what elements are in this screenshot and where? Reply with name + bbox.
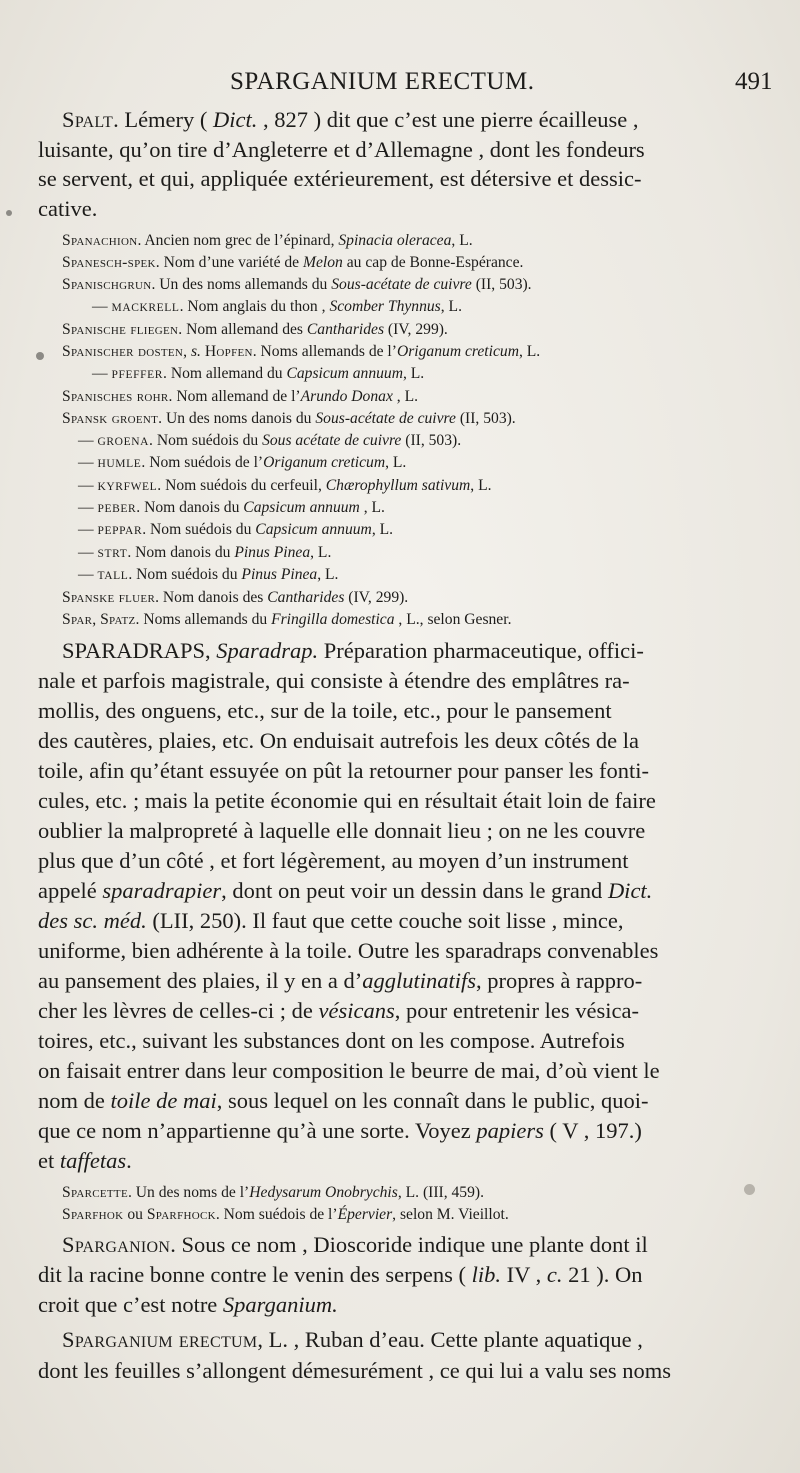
smallcaps-term: PEPPAR — [97, 525, 143, 537]
italic-term: Capsicum annuum — [243, 499, 360, 516]
text-segment: , L. , Ruban d’eau. Cette plante aquatique , — [257, 1327, 643, 1352]
text-segment: Préparation pharmaceutique, offici- — [318, 638, 644, 663]
page-number: 491 — [735, 68, 773, 95]
italic-term: Cantharides — [306, 321, 385, 338]
text-segment: — — [78, 566, 98, 583]
text-segment: 21 ). On — [562, 1262, 643, 1287]
text-segment: , 827 ) dit que c’est une pierre écailleuse , — [257, 107, 639, 132]
text-segment: cher les lèvres de celles-ci ; de — [38, 998, 319, 1023]
text-segment: , L., selon Gesner. — [394, 611, 512, 628]
text-segment: cules, etc. ; mais la petite économie qui en résultait était loin de faire — [38, 788, 656, 813]
text-segment: nale et parfois magistrale, qui consiste à étendre des emplâtres ra- — [38, 668, 630, 693]
text-segment: . Sous ce nom , Dioscoride indique une plante dont il — [170, 1232, 648, 1257]
text-line — [38, 166, 642, 192]
entry-line — [62, 343, 540, 361]
italic-term: Pinus Pinea — [234, 544, 311, 561]
text-segment: . Noms allemands de l’ — [252, 343, 397, 360]
italic-term: Épervier — [337, 1206, 393, 1223]
text-segment: cative. — [38, 196, 98, 221]
entry-line — [62, 1206, 509, 1224]
italic-term: vésicans — [318, 998, 395, 1023]
entry-line — [62, 276, 532, 294]
text-line — [38, 668, 630, 694]
entry-line — [92, 365, 424, 383]
text-segment: , L. — [310, 544, 332, 561]
smallcaps-term: Sparfhok — [62, 1206, 124, 1223]
italic-term: c. — [546, 1262, 563, 1287]
smallcaps-term: PEBER — [97, 503, 137, 515]
text-segment: . Nom d’une variété de — [155, 254, 304, 271]
entry-line — [62, 611, 511, 629]
text-line — [38, 137, 645, 163]
smallcaps-term: Spanisches rohr — [62, 388, 169, 405]
text-line — [38, 1118, 642, 1144]
text-segment: , L. — [359, 499, 385, 516]
text-line — [38, 998, 639, 1024]
text-segment: (II, 503). — [455, 410, 516, 427]
smallcaps-term: TALL — [97, 570, 129, 582]
text-segment: — — [78, 432, 98, 449]
ink-spot — [36, 352, 44, 360]
text-segment: . Nom allemand des — [178, 321, 307, 338]
text-segment: nom de — [38, 1088, 111, 1113]
text-segment: . — [126, 1148, 132, 1173]
ink-spot — [6, 210, 12, 216]
smallcaps-term: PFEFFER — [111, 369, 164, 381]
text-segment: , L. — [440, 298, 462, 315]
text-line — [62, 638, 644, 664]
text-segment: dit la racine bonne contre le venin des serpens ( — [38, 1262, 472, 1287]
text-line — [38, 1148, 132, 1174]
text-segment: ou — [123, 1206, 147, 1223]
text-segment: , L. — [518, 343, 541, 360]
text-segment: croit que c’est notre — [38, 1292, 223, 1317]
running-header — [0, 68, 800, 108]
text-segment: que ce nom n’appartienne qu’à une sorte. Voyez — [38, 1118, 477, 1143]
italic-term: lib. — [471, 1262, 501, 1287]
smallcaps-term: Spansk groent — [62, 410, 159, 427]
text-line — [38, 878, 652, 904]
entry-line — [78, 432, 461, 450]
text-segment: . Nom danois du — [127, 544, 235, 561]
smallcaps-term: Sparganium erectum — [62, 1327, 258, 1352]
text-segment: au pansement des plaies, il y en a d’ — [38, 968, 363, 993]
text-segment: — — [78, 499, 98, 516]
italic-term: des sc. méd. — [38, 908, 147, 933]
smallcaps-term: Spanischer dosten — [62, 343, 184, 360]
italic-term: toile de mai — [110, 1088, 217, 1113]
entry-line — [62, 232, 473, 250]
text-segment: , L. — [392, 388, 418, 405]
text-segment: . Nom suédois du cerfeuil, — [157, 477, 326, 494]
text-segment: , L. — [317, 566, 339, 583]
text-segment: — — [92, 365, 112, 382]
smallcaps-term: KYRFWEL — [97, 481, 158, 493]
text-segment: — — [78, 544, 98, 561]
text-line — [38, 908, 623, 934]
text-segment: au cap de Bonne-Espérance. — [342, 254, 524, 271]
italic-term: Sparadrap. — [216, 638, 319, 663]
text-line — [62, 1327, 643, 1353]
text-segment: . Nom suédois du — [128, 566, 242, 583]
italic-term: papiers — [476, 1118, 544, 1143]
text-segment: luisante, qu’on tire d’Angleterre et d’Allemagne , dont les fondeurs — [38, 137, 645, 162]
text-segment: et — [38, 1148, 60, 1173]
italic-term: Spinacia oleracea — [338, 232, 452, 249]
italic-term: Pinus Pinea — [241, 566, 318, 583]
text-segment: , dont on peut voir un dessin dans le grand — [221, 878, 608, 903]
entry-line — [62, 321, 448, 339]
italic-term: Scomber Thynnus — [329, 298, 441, 315]
italic-term: Chærophyllum sativum — [325, 477, 471, 494]
text-segment: oublier la malpropreté à laquelle elle donnait lieu ; on ne les couvre — [38, 818, 646, 843]
smallcaps-term: Spalt — [62, 107, 114, 132]
text-segment: SPARADRAPS, — [62, 638, 217, 663]
italic-term: Melon — [303, 254, 343, 271]
smallcaps-term: Hopfen — [204, 343, 253, 360]
italic-term: Sous acétate de cuivre — [262, 432, 402, 449]
italic-term: Sous-acétate de cuivre — [331, 276, 472, 293]
text-line — [38, 1028, 625, 1054]
smallcaps-term: STRT — [97, 548, 128, 560]
text-segment: . Un des noms allemands du — [151, 276, 332, 293]
text-segment: . Nom suédois du — [149, 432, 263, 449]
italic-term: taffetas — [59, 1148, 127, 1173]
running-title: SPARGANIUM ERECTUM. — [230, 68, 535, 95]
text-segment: , L. — [371, 521, 394, 538]
text-line — [38, 788, 656, 814]
italic-term: Fringilla domestica — [271, 611, 395, 628]
text-line — [38, 1292, 338, 1318]
italic-term: agglutinatifs — [362, 968, 477, 993]
text-segment: . Nom allemand du — [163, 365, 287, 382]
text-line — [38, 818, 645, 844]
text-segment: se servent, et qui, appliquée extérieurement, est détersive et dessic- — [38, 166, 642, 191]
text-line — [38, 968, 642, 994]
smallcaps-term: Spar — [62, 611, 93, 628]
text-segment: . Nom suédois de l’ — [215, 1206, 338, 1223]
smallcaps-term: Spanske fluer — [62, 589, 156, 606]
smallcaps-term: MACKRELL — [111, 302, 180, 314]
entry-line — [78, 521, 393, 539]
text-segment: (IV, 299). — [344, 589, 409, 606]
text-segment: toile, afin qu’étant essuyée on pût la retourner pour panser les fonti- — [38, 758, 650, 783]
entry-line — [62, 1184, 484, 1202]
text-segment: . Lémery ( — [113, 107, 214, 132]
text-line — [38, 698, 612, 724]
italic-term: s. — [190, 343, 201, 360]
italic-term: Origanum creticum — [396, 343, 519, 360]
text-segment: uniforme, bien adhérente à la toile. Outre les sparadraps convenables — [38, 938, 659, 963]
text-segment: , — [92, 611, 101, 628]
italic-term: Arundo Donax — [300, 388, 393, 405]
smallcaps-term: Spanischgrun — [62, 276, 152, 293]
text-segment: ( V , 197.) — [543, 1118, 642, 1143]
smallcaps-term: HUMLE — [97, 458, 142, 470]
entry-line — [78, 566, 338, 584]
text-line — [62, 107, 639, 133]
text-line — [62, 1232, 648, 1258]
text-segment: on faisait entrer dans leur composition le beurre de mai, d’où vient le — [38, 1058, 660, 1083]
italic-term: Cantharides — [267, 589, 345, 606]
text-segment: . Ancien nom grec de l’épinard, — [137, 232, 339, 249]
text-segment: . Nom allemand de l’ — [168, 388, 301, 405]
text-segment: appelé — [38, 878, 103, 903]
text-segment: dont les feuilles s’allongent démesurément , ce qui lui a valu ses noms — [38, 1358, 671, 1383]
text-segment: , L. — [385, 454, 407, 471]
smallcaps-term: Sparfhock — [146, 1206, 216, 1223]
text-segment: . Noms allemands du — [135, 611, 272, 628]
italic-term: Capsicum annuum — [286, 365, 403, 382]
text-segment: (IV, 299). — [384, 321, 448, 338]
text-segment: mollis, des onguens, etc., sur de la toile, etc., pour le pansement — [38, 698, 612, 723]
italic-term: Capsicum annuum — [255, 521, 372, 538]
text-segment: . Un des noms danois du — [158, 410, 316, 427]
smallcaps-term: Spatz — [100, 611, 136, 628]
entry-line — [62, 410, 516, 428]
text-segment: — — [78, 521, 98, 538]
text-segment: (LII, 250). Il faut que cette couche soit lisse , mince, — [146, 908, 624, 933]
text-segment: toires, etc., suivant les substances dont on les compose. Autrefois — [38, 1028, 625, 1053]
text-line — [38, 728, 639, 754]
text-segment: . Nom suédois de l’ — [141, 454, 264, 471]
entry-line — [78, 477, 492, 495]
text-segment: , pour entretenir les vésica- — [394, 998, 639, 1023]
text-segment: des cautères, plaies, etc. On enduisait autrefois les deux côtés de la — [38, 728, 640, 753]
text-segment: — — [92, 298, 112, 315]
text-line — [38, 938, 658, 964]
text-line — [38, 1358, 671, 1384]
text-segment: , L. — [402, 365, 425, 382]
italic-term: Dict. — [213, 107, 258, 132]
text-segment: — — [78, 454, 98, 471]
text-segment: IV , — [500, 1262, 547, 1287]
text-line — [38, 1058, 660, 1084]
text-line — [38, 758, 649, 784]
text-segment: plus que d’un côté , et fort légèrement, au moyen d’un instrument — [38, 848, 629, 873]
smallcaps-term: Spanachion — [62, 232, 138, 249]
text-line — [38, 848, 628, 874]
smallcaps-term: Sparganion — [62, 1232, 171, 1257]
italic-term: Hedysarum Onobrychis — [249, 1184, 398, 1201]
entry-line — [62, 254, 523, 272]
smallcaps-term: GROENA — [97, 436, 150, 448]
entry-line — [92, 298, 462, 316]
entry-line — [62, 388, 418, 406]
italic-term: Origanum creticum — [263, 454, 386, 471]
text-segment: , selon M. Vieillot. — [392, 1206, 509, 1223]
italic-term: Sparganium. — [222, 1292, 338, 1317]
text-segment: , L. — [451, 232, 473, 249]
text-segment: (II, 503). — [401, 432, 462, 449]
text-segment: . Nom suédois du — [142, 521, 256, 538]
entry-line — [62, 589, 408, 607]
smallcaps-term: Spanische fliegen — [62, 321, 179, 338]
text-segment: , — [183, 343, 191, 360]
italic-term: sparadrapier — [102, 878, 222, 903]
smallcaps-term: Sparcette — [62, 1184, 128, 1201]
italic-term: Dict. — [607, 878, 653, 903]
text-segment: , sous lequel on les connaît dans le public, quoi- — [216, 1088, 649, 1113]
entry-line — [78, 544, 331, 562]
text-segment: . Nom danois des — [155, 589, 268, 606]
text-line — [38, 196, 97, 222]
entry-line — [78, 499, 385, 517]
italic-term: Sous-acétate de cuivre — [315, 410, 456, 427]
text-segment: , propres à rappro- — [476, 968, 643, 993]
text-segment: . Nom danois du — [136, 499, 244, 516]
text-segment: (II, 503). — [471, 276, 532, 293]
text-segment: , L. (III, 459). — [397, 1184, 484, 1201]
text-segment: — — [78, 477, 98, 494]
ink-spot — [744, 1184, 755, 1195]
text-segment: . Un des noms de l’ — [127, 1184, 250, 1201]
text-line — [38, 1088, 649, 1114]
text-line — [38, 1262, 642, 1288]
entry-line — [78, 454, 406, 472]
smallcaps-term: Spanesch-spek — [62, 254, 156, 271]
text-segment: . Nom anglais du thon , — [179, 298, 330, 315]
text-segment: , L. — [470, 477, 492, 494]
